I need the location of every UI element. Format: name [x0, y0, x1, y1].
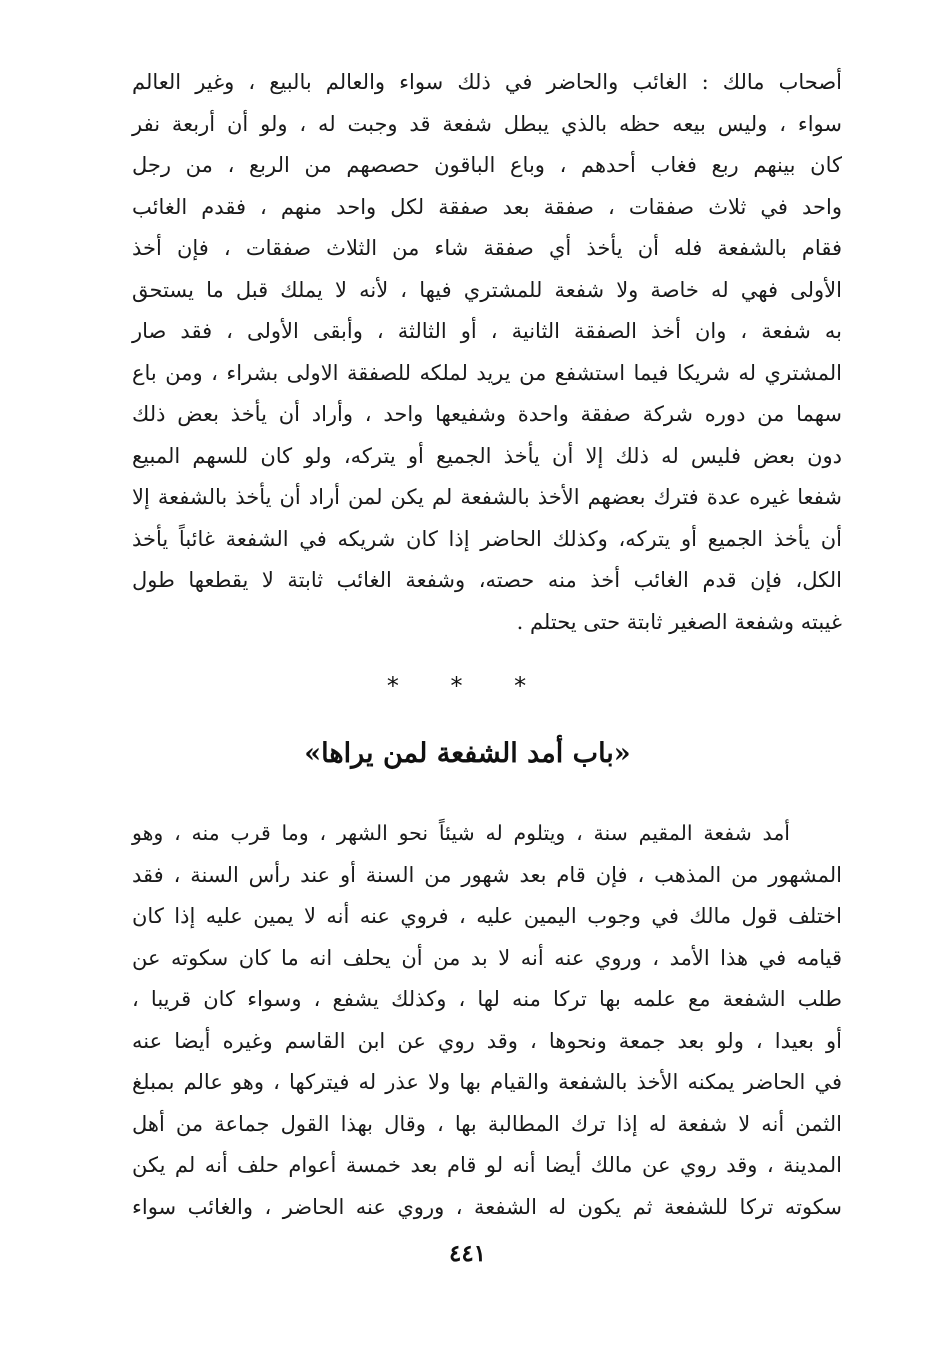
text-line: اختلف قول مالك في وجوب اليمين عليه ، فروي عنه أنه لا يمين عليه إذا كان	[132, 904, 842, 928]
text-line: سهما من دوره شركة صفقة واحدة وشفيعها واحد ، وأراد أن يأخذ بعض ذلك	[132, 402, 842, 426]
text-line: به شفعة ، وان أخذ الصفقة الثانية ، أو الثالثة ، وأبقى الأولى ، فقد صار	[132, 319, 842, 343]
text-line: دون بعض فليس له ذلك إلا أن يأخذ الجميع أو يتركه، ولو كان للسهم المبيع	[132, 443, 842, 468]
section-separator: * * *	[386, 672, 549, 700]
text-line: كان بينهم ربع فغاب أحدهم ، وباع الباقون حصصهم من الربع ، من رجل	[132, 153, 842, 177]
text-line: الكل، فإن قدم الغائب أخذ منه حصته، وشفعة الغائب ثابتة لا يقطعها طول	[132, 568, 842, 592]
text-line: المدينة ، وقد روي عن مالك أيضا أنه لو قام بعد خمسة أعوام حلف أنه لم يكن	[132, 1153, 842, 1177]
paragraph-2	[132, 813, 842, 1228]
text-line: أن يأخذ الجميع أو يتركه، وكذلك الحاضر إذا كان شريكه في الشفعة غائباً يأخذ	[132, 526, 842, 551]
chapter-title: «باب أمد الشفعة لمن يراها»	[304, 738, 631, 769]
text-line: الثمن أنه لا شفعة له إذا ترك المطالبة بها ، وقال بهذا القول جماعة من أهل	[132, 1111, 842, 1136]
text-line: أصحاب مالك : الغائب والحاضر في ذلك سواء والعالم بالبيع ، وغير العالم	[132, 70, 842, 94]
text-line: شفعا غيره عدة فترك بعضهم الأخذ بالشفعة لم يكن لمن أراد أن يأخذ بالشفعة إلا	[132, 485, 842, 509]
text-line: طلب الشفعة مع علمه بها تركا منه لها ، وكذلك يشفع ، وسواء كان قريبا ،	[132, 987, 842, 1011]
text-line: الأولى فهي له خاصة ولا شفعة للمشتري فيها ، لأنه لا يملك قبل ما يستحق	[132, 277, 842, 302]
text-line: واحد في ثلاث صفقات ، صفقة بعد صفقة لكل واحد منهم ، فقدم الغائب	[132, 194, 842, 219]
page-number: ٤٤١	[448, 1240, 487, 1267]
text-line: سواء ، وليس بيعه حظه بالذي يبطل شفعة قد وجبت له ، ولو أن أربعة نفر	[132, 111, 842, 136]
text-line: غيبته وشفعة الصغير ثابتة حتى يحتلم .	[516, 609, 842, 634]
text-line: أمد شفعة المقيم سنة ، ويتلوم له شيئاً نحو الشهر ، وما قرب منه ، وهو	[132, 821, 790, 845]
text-line: المشتري له شريكا فيما استشفع من يريد لملكه للصفقة الاولى بشراء ، ومن باع	[132, 360, 842, 385]
paragraph-1	[132, 62, 842, 643]
text-line: سكوته تركا للشفعة ثم يكون له الشفعة ، وروي عنه الحاضر ، والغائب سواء	[132, 1194, 842, 1219]
text-line: المشهور من المذهب ، فإن قام بعد شهور من السنة أو عند رأس السنة ، فقد	[132, 862, 842, 887]
text-line: فقام بالشفعة فله أن يأخذ أي صفقة شاء من الثلاث صفقات ، فإن أخذ	[132, 236, 842, 260]
text-line: أو بعيدا ، ولو بعد جمعة ونحوها ، وقد روي عن ابن القاسم وغيره أيضا عنه	[132, 1028, 842, 1053]
text-line: في الحاضر يمكنه الأخذ بالشفعة والقيام بها ولا عذر له فيتركها ، وهو عالم بمبلغ	[132, 1070, 842, 1094]
text-line: قيامه في هذا الأمد ، وروي عنه أنه لا بد من أن يحلف انه ما كان سكوته عن	[132, 945, 842, 970]
